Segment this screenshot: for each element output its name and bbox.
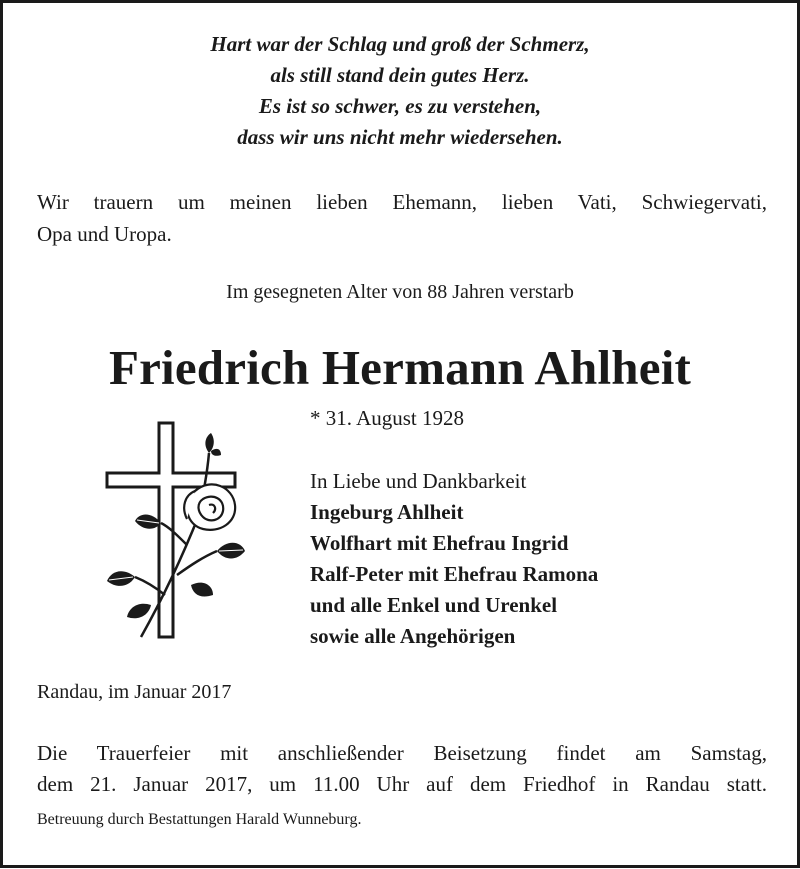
intro-line: Opa und Uropa. (37, 222, 172, 246)
poem-line: Hart war der Schlag und groß der Schmerz, (210, 32, 590, 56)
mourner-name: und alle Enkel und Urenkel (310, 593, 558, 617)
place-date: Randau, im Januar 2017 (37, 681, 232, 703)
mourner-name: Ralf-Peter mit Ehefrau Ramona (310, 562, 599, 586)
poem-line: dass wir uns nicht mehr wiedersehen. (237, 125, 563, 149)
poem-line: als still stand dein gutes Herz. (270, 63, 530, 87)
mourner-name: sowie alle Angehörigen (310, 624, 516, 648)
birth-date: * 31. August 1928 (310, 406, 465, 430)
mourner-name: Wolfhart mit Ehefrau Ingrid (310, 531, 569, 555)
intro-text (37, 186, 767, 250)
intro-line: Wir trauern um meinen lieben Ehemann, lieben Vati, Schwiegervati, (37, 190, 767, 214)
undertaker-credit: Betreuung durch Bestattungen Harald Wunneburg. (37, 811, 362, 828)
funeral-line: dem 21. Januar 2017, um 11.00 Uhr auf dem Friedhof in Randau statt. (37, 772, 767, 796)
mourner-name: Ingeburg Ahlheit (310, 500, 464, 524)
poem (3, 29, 797, 153)
mourners-block (310, 466, 598, 652)
funeral-line: Die Trauerfeier mit anschließender Beisetzung findet am Samstag, (37, 741, 767, 765)
age-line: Im gesegneten Alter von 88 Jahren verstarb (226, 281, 574, 303)
deceased-name: Friedrich Hermann Ahlheit (108, 340, 692, 395)
funeral-notice (37, 738, 767, 800)
mourners-heading: In Liebe und Dankbarkeit (310, 469, 527, 493)
poem-line: Es ist so schwer, es zu verstehen, (258, 94, 542, 118)
cross-with-rose-icon (99, 415, 249, 645)
